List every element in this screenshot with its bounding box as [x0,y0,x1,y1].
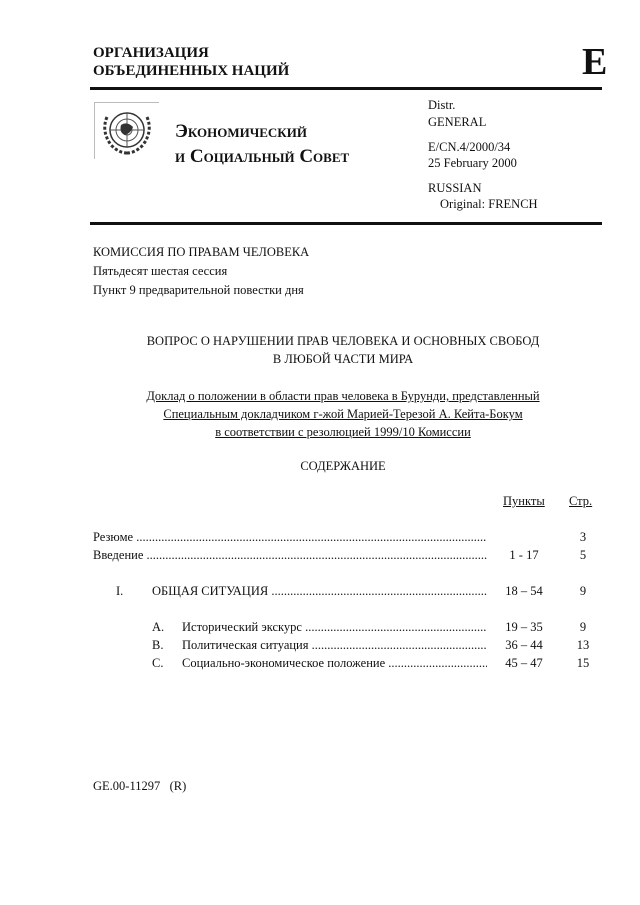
toc-title: Исторический экскурс ..... [182,618,487,636]
distr-value: GENERAL [428,115,487,129]
contents-heading: СОДЕРЖАНИЕ [300,459,386,473]
bottom-rule [90,222,602,225]
toc-points: 19 – 35 [505,620,543,634]
col-page-header: Стр. [569,494,593,508]
toc-number: C. [152,656,164,670]
distr-label: Distr. [428,98,456,112]
toc-number: A. [152,620,165,634]
toc-title: Резюме ..... [93,528,487,546]
council-name-line1: Экономический [175,121,307,142]
document-date: 25 February 2000 [428,156,517,170]
original-language: Original: FRENCH [440,197,538,211]
report-line1-text: Доклад о положении в области прав человека в Бурунди, представленный [146,389,540,403]
language-letter: E [582,41,608,83]
report-line3 [93,423,593,441]
report-line3-text: в соответствии с резолюцией 1999/10 Комиссии [215,425,471,439]
toc-number: I. [116,584,124,598]
toc-page: 15 [576,656,590,670]
toc-title: Введение ..... [93,546,487,564]
report-line2-text: Специальным докладчиком г-жой Марией-Терезой А. Кейта-Бокум [163,407,523,421]
toc-page: 13 [576,638,590,652]
toc-row[interactable] [93,636,603,654]
toc-page: 9 [579,584,587,598]
report-line1 [93,387,593,405]
toc-page: 5 [579,548,587,562]
toc-page: 9 [579,620,587,634]
document-language: RUSSIAN [428,181,482,195]
council-name-line2: и Социальный Совет [175,146,350,167]
report-line2 [93,405,593,423]
toc-points: 18 – 54 [505,584,543,598]
toc-points: 45 – 47 [505,656,543,670]
toc-row[interactable] [93,528,603,546]
toc-row[interactable] [93,618,603,636]
session: Пятьдесят шестая сессия [93,264,228,278]
col-points-header: Пункты [503,494,545,508]
toc-number: B. [152,638,164,652]
toc-points: 1 - 17 [509,548,539,562]
toc-row[interactable] [93,582,603,600]
commission-name: КОМИССИЯ ПО ПРАВАМ ЧЕЛОВЕКА [93,245,310,259]
org-name-line2: ОБЪЕДИНЕННЫХ НАЦИЙ [93,63,290,79]
toc-row[interactable] [93,546,603,564]
toc-points: 36 – 44 [505,638,543,652]
toc-row[interactable] [93,654,603,672]
top-rule [90,87,602,90]
toc-title: ОБЩАЯ СИТУАЦИЯ ..... [152,582,487,600]
toc-title: Социально-экономическое положение ..... [182,654,487,672]
toc-page: 3 [579,530,587,544]
un-emblem-icon [94,102,159,159]
toc-title: Политическая ситуация ..... [182,636,487,654]
footer-code: GE.00-11297 (R) [93,779,187,793]
agenda-item: Пункт 9 предварительной повестки дня [93,283,304,297]
document-symbol: E/CN.4/2000/34 [428,140,511,154]
title-line1: ВОПРОС О НАРУШЕНИИ ПРАВ ЧЕЛОВЕКА И ОСНОВНЫХ СВОБОД [146,334,540,348]
org-name-line1: ОРГАНИЗАЦИЯ [93,45,209,61]
title-line2: В ЛЮБОЙ ЧАСТИ МИРА [272,352,414,366]
